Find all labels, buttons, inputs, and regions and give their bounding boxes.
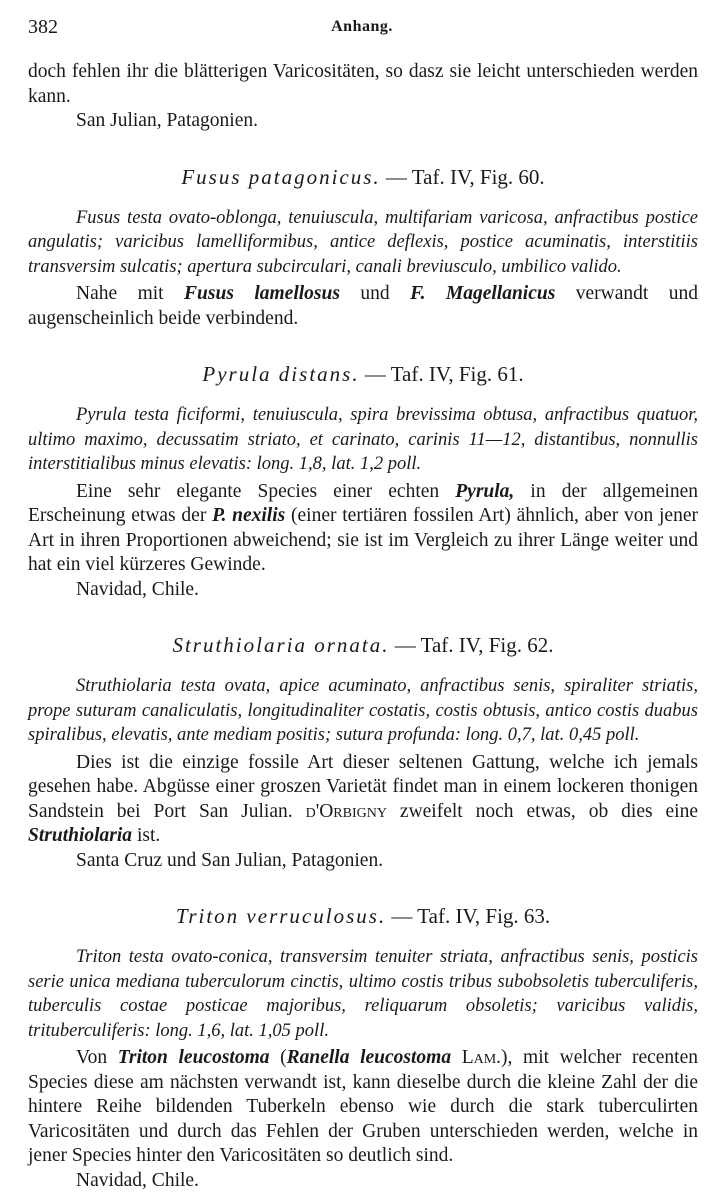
- species-citation: F. Magellanicus: [410, 283, 556, 304]
- species-citation: Triton leucostoma: [117, 1047, 270, 1068]
- page-header: [28, 16, 696, 40]
- species-remark: Nahe mit Fusus lamellosus und F. Magellanicus verwandt und augenscheinlich beide verbindend.: [28, 283, 698, 329]
- latin-diagnosis: Triton testa ovato-conica, transversim tenuiter striata, anfractibus senis, posticis serie unica mediana tuberculorum cinctis, ultimo costis tribus subobsoletis tuberculiferis, tuberculis costae posticae majoribus, reliquarum obsoletis; varicibus validis, trituberculiferis: long. 1,6, lat. 1,05 poll.: [28, 947, 698, 1041]
- author-name: Lam.: [461, 1047, 502, 1068]
- species-name: Pyrula distans.: [202, 362, 360, 386]
- intro-text: doch fehlen ihr die blätterigen Varicositäten, so dasz sie leicht unterschieden werden kann.: [28, 61, 698, 107]
- species-locality: Navidad, Chile.: [76, 578, 199, 600]
- species-citation: P. nexilis: [212, 505, 286, 526]
- species-citation: Ranella leucostoma: [286, 1047, 452, 1068]
- species-name: Triton verruculosus.: [175, 904, 387, 928]
- species-heading-triton-verruculosus: [28, 903, 698, 929]
- species-heading-struthiolaria-ornata: [28, 632, 698, 658]
- plate-reference: — Taf. IV, Fig. 63.: [391, 904, 551, 928]
- species-remark: Dies ist die einzige fossile Art dieser seltenen Gattung, welche ich jemals gesehen habe. Abgüsse einer groszen Varietät findet man in einem lockeren thonigen Sandstein bei Port San Julian. d'Orbigny zweifelt noch etwas, ob dies eine Struthiolaria ist.: [28, 751, 698, 846]
- running-head: Anhang.: [331, 18, 393, 35]
- species-name: Fusus patagonicus.: [181, 164, 381, 189]
- latin-diagnosis: Fusus testa ovato-oblonga, tenuiuscula, multifariam varicosa, anfractibus postice angulatis; varicibus lamelliformibus, antice deflexis, postice acuminatis, interstitiis transversim sulcatis; apertura subcirculari, canali breviusculo, umbilico valido.: [28, 207, 698, 277]
- latin-diagnosis: Struthiolaria testa ovata, apice acuminato, anfractibus senis, spiraliter striatis, prope suturam canaliculatis, longitudinaliter costatis, costis obtusis, antico costis duabus spiralibus, elevatis, ante mediam positis; sutura profunda: long. 0,7, lat. 0,45 poll.: [28, 676, 698, 745]
- species-citation: Fusus lamellosus: [184, 283, 340, 304]
- plate-reference: — Taf. IV, Fig. 62.: [394, 633, 554, 657]
- species-locality: Santa Cruz und San Julian, Patagonien.: [76, 849, 384, 871]
- species-heading-fusus-patagonicus: [28, 164, 698, 190]
- intro-locality: San Julian, Patagonien.: [76, 110, 258, 131]
- plate-reference: — Taf. IV, Fig. 60.: [385, 164, 545, 189]
- species-citation: Pyrula,: [455, 480, 515, 502]
- species-name: Struthiolaria ornata.: [172, 633, 390, 657]
- species-remark: Eine sehr elegante Species einer echten Pyrula, in der allgemeinen Erscheinung etwas der P. nexilis (einer tertiären fossilen Art) ähnlich, aber von jener Art in ihren Proportionen abweichend; sie ist im Vergleich zu ihrer Länge weiter und hat ein viel kürzeres Gewinde.: [28, 480, 698, 575]
- page-number: 382: [28, 16, 58, 38]
- species-heading-pyrula-distans: [28, 361, 698, 387]
- author-name: d'Orbigny: [305, 800, 387, 822]
- species-locality: Navidad, Chile.: [76, 1169, 199, 1191]
- species-citation: Struthiolaria: [28, 825, 133, 846]
- latin-diagnosis: Pyrula testa ficiformi, tenuiuscula, spira brevissima obtusa, anfractibus quatuor, ultimo maximo, decussatim striato, et carinato, carinis 11—12, distantibus, nonnullis interstitialibus minus elevatis: long. 1,8, lat. 1,2 poll.: [28, 405, 698, 474]
- species-remark: Von Triton leucostoma (Ranella leucostoma Lam.), mit welcher recenten Species diese am nächsten verwandt ist, kann dieselbe durch die kleine Zahl der die hintere Reihe bildenden Tuberkeln ebenso wie durch die stark tuberculirten Varicositäten und durch das Fehlen der Gruben unterschieden werden, welche in jener Species hinter den Varicositäten so deutlich sind.: [28, 1047, 698, 1166]
- plate-reference: — Taf. IV, Fig. 61.: [364, 362, 524, 386]
- page-body: [28, 60, 698, 1193]
